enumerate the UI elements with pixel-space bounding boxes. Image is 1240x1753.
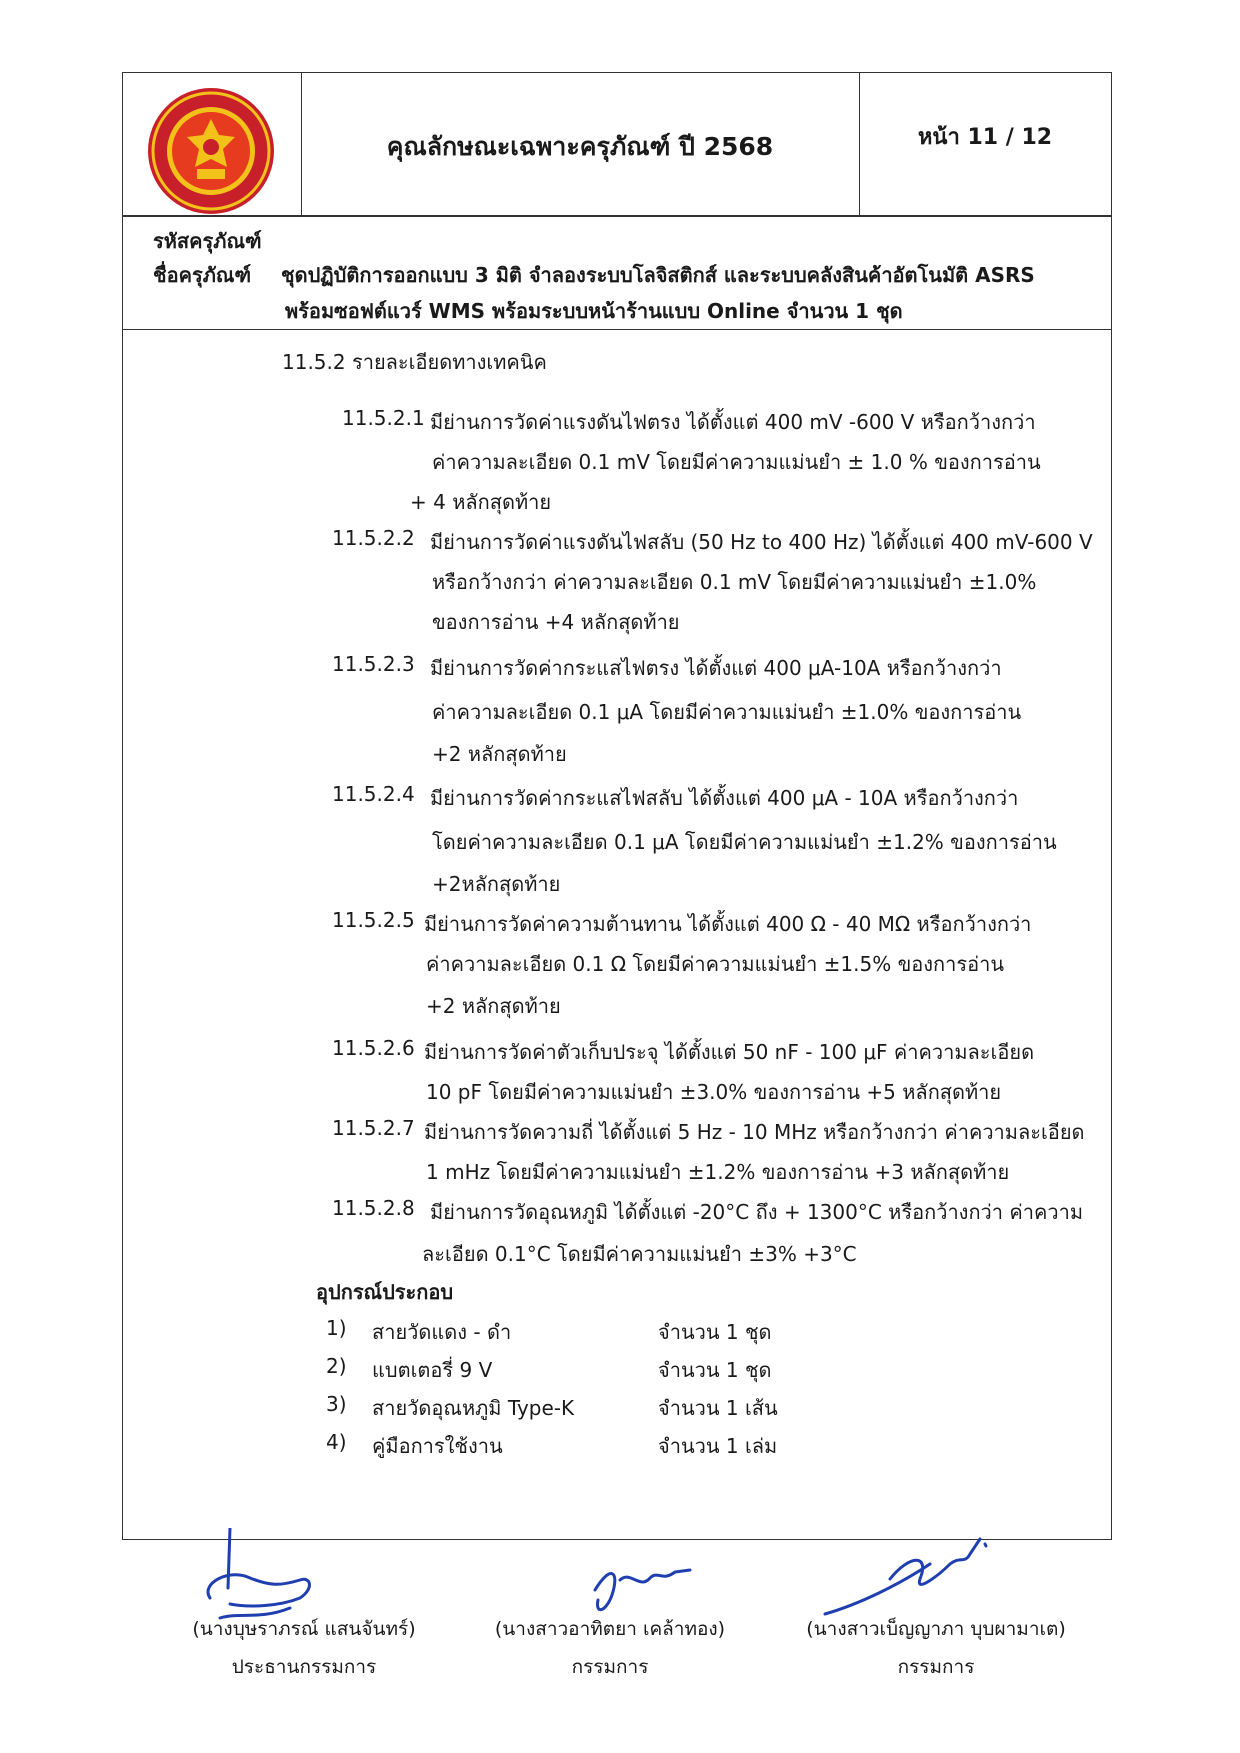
accessory-name: คู่มือการใช้งาน — [372, 1434, 503, 1458]
title-cell — [301, 73, 860, 215]
spec-line: +2 หลักสุดท้าย — [426, 994, 561, 1018]
accessory-qty: จำนวน 1 ชุด — [658, 1358, 772, 1382]
accessory-number: 4) — [326, 1430, 347, 1454]
logo-cell — [123, 73, 302, 215]
signature-3-icon — [820, 1534, 1000, 1624]
spec-line: + 4 หลักสุดท้าย — [410, 490, 552, 514]
spec-number: 11.5.2.8 — [332, 1196, 415, 1220]
signature-role: กรรมการ — [571, 1656, 649, 1678]
spec-line: มีย่านการวัดค่าความต้านทาน ได้ตั้งแต่ 400 Ω - 40 MΩ หรือกว้างกว่า — [424, 912, 1032, 936]
equipment-code-label: รหัสครุภัณฑ์ — [153, 229, 262, 253]
spec-line: 10 pF โดยมีค่าความแม่นยำ ±3.0% ของการอ่าน +5 หลักสุดท้าย — [426, 1080, 1002, 1104]
spec-line: มีย่านการวัดค่าแรงดันไฟตรง ได้ตั้งแต่ 400 mV -600 V หรือกว้างกว่า — [430, 410, 1036, 434]
accessory-qty: จำนวน 1 เส้น — [658, 1396, 778, 1420]
signature-2-icon — [590, 1560, 700, 1620]
spec-number: 11.5.2.7 — [332, 1116, 415, 1140]
spec-line: มีย่านการวัดค่าตัวเก็บประจุ ได้ตั้งแต่ 50 nF - 100 μF ค่าความละเอียด — [424, 1040, 1035, 1064]
spec-line: ละเอียด 0.1°C โดยมีค่าความแม่นยำ ±3% +3°C — [422, 1242, 857, 1266]
header-table — [122, 72, 1112, 216]
signature-name: (นางบุษราภรณ์ แสนจันทร์) — [192, 1618, 416, 1640]
accessory-number: 1) — [326, 1316, 347, 1340]
spec-number: 11.5.2.2 — [332, 526, 415, 550]
equipment-name-line1: ชุดปฏิบัติการออกแบบ 3 มิติ จำลองระบบโลจิสติกส์ และระบบคลังสินค้าอัตโนมัติ ASRS — [281, 263, 1035, 287]
accessory-name: แบตเตอรี่ 9 V — [372, 1358, 493, 1382]
accessory-number: 3) — [326, 1392, 347, 1416]
signature-role: ประธานกรรมการ — [231, 1656, 377, 1678]
spec-line: มีย่านการวัดค่ากระแสไฟสลับ ได้ตั้งแต่ 400 μA - 10A หรือกว้างกว่า — [430, 786, 1019, 810]
spec-line: ค่าความละเอียด 0.1 mV โดยมีค่าความแม่นยำ ± 1.0 % ของการอ่าน — [432, 450, 1041, 474]
spec-line: มีย่านการวัดอุณหภูมิ ได้ตั้งแต่ -20°C ถึง + 1300°C หรือกว้างกว่า ค่าความ — [430, 1200, 1084, 1224]
spec-line: ของการอ่าน +4 หลักสุดท้าย — [432, 610, 680, 634]
spec-line: มีย่านการวัดค่ากระแสไฟตรง ได้ตั้งแต่ 400 μA-10A หรือกว้างกว่า — [430, 656, 1002, 680]
spec-line: +2หลักสุดท้าย — [432, 872, 561, 896]
equipment-ident-box — [122, 216, 1112, 330]
spec-number: 11.5.2.5 — [332, 908, 415, 932]
spec-line: มีย่านการวัดความถี่ ได้ตั้งแต่ 5 Hz - 10 MHz หรือกว้างกว่า ค่าความละเอียด — [424, 1120, 1085, 1144]
spec-number: 11.5.2.6 — [332, 1036, 415, 1060]
signature-name: (นางสาวเบ็ญญาภา บุบผามาเต) — [806, 1618, 1066, 1640]
spec-line: โดยค่าความละเอียด 0.1 μA โดยมีค่าความแม่นยำ ±1.2% ของการอ่าน — [432, 830, 1057, 854]
spec-number: 11.5.2.1 — [342, 406, 425, 430]
accessory-name: สายวัดแดง - ดำ — [372, 1320, 512, 1344]
page-number: หน้า 11 / 12 — [917, 125, 1053, 150]
spec-number: 11.5.2.3 — [332, 652, 415, 676]
accessory-number: 2) — [326, 1354, 347, 1378]
document-title: คุณลักษณะเฉพาะครุภัณฑ์ ปี 2568 — [386, 132, 774, 161]
spec-line: ค่าความละเอียด 0.1 μA โดยมีค่าความแม่นยำ ±1.0% ของการอ่าน — [432, 700, 1022, 724]
equipment-name-label: ชื่อครุภัณฑ์ — [153, 263, 252, 287]
signature-name: (นางสาวอาทิตยา เคล้าทอง) — [494, 1618, 726, 1640]
spec-line: 1 mHz โดยมีค่าความแม่นยำ ±1.2% ของการอ่าน +3 หลักสุดท้าย — [426, 1160, 1010, 1184]
section-heading: 11.5.2 รายละเอียดทางเทคนิค — [282, 350, 547, 374]
page-cell — [859, 73, 1111, 215]
accessory-name: สายวัดอุณหภูมิ Type-K — [372, 1396, 575, 1420]
spec-line: +2 หลักสุดท้าย — [432, 742, 567, 766]
accessory-qty: จำนวน 1 ชุด — [658, 1320, 772, 1344]
signature-1-icon — [190, 1528, 350, 1628]
spec-line: หรือกว้างกว่า ค่าความละเอียด 0.1 mV โดยมีค่าความแม่นยำ ±1.0% — [432, 570, 1037, 594]
spec-line: ค่าความละเอียด 0.1 Ω โดยมีค่าความแม่นยำ ±1.5% ของการอ่าน — [426, 952, 1005, 976]
signature-role: กรรมการ — [897, 1656, 975, 1678]
vocational-seal-logo-icon — [145, 85, 277, 217]
spec-line: มีย่านการวัดค่าแรงดันไฟสลับ (50 Hz to 400 Hz) ได้ตั้งแต่ 400 mV-600 V — [430, 530, 1093, 554]
spec-number: 11.5.2.4 — [332, 782, 415, 806]
accessories-heading: อุปกรณ์ประกอบ — [316, 1280, 454, 1304]
accessory-qty: จำนวน 1 เล่ม — [658, 1434, 778, 1458]
equipment-name-line2: พร้อมซอฟต์แวร์ WMS พร้อมระบบหน้าร้านแบบ Online จำนวน 1 ชุด — [285, 299, 903, 323]
